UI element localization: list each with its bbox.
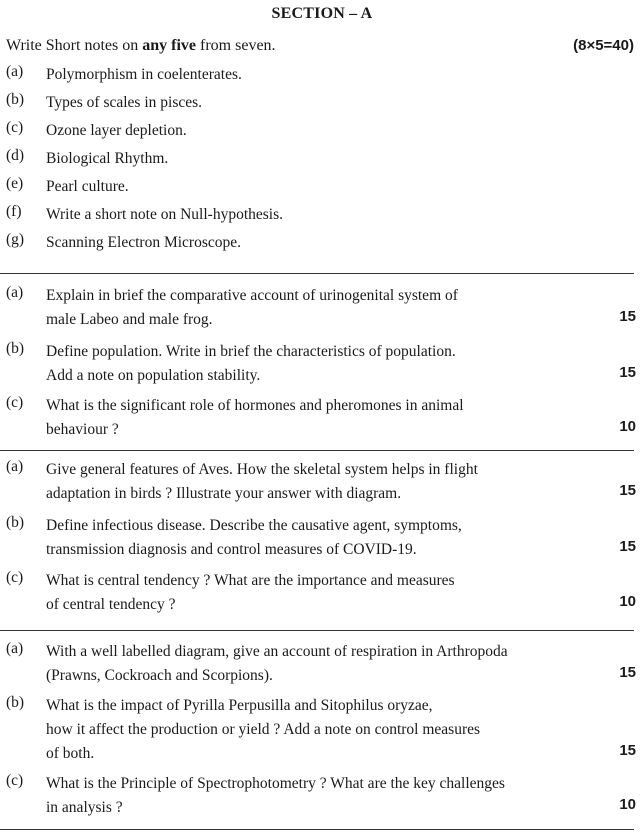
q2-item-marks: 10 — [619, 418, 636, 435]
q2-item-line: Add a note on population stability. — [46, 367, 261, 384]
q3-item-text — [46, 569, 596, 617]
q4-item-label: (a) — [6, 640, 24, 657]
q1-item-text: Biological Rhythm. — [46, 150, 169, 167]
divider — [0, 630, 634, 631]
q1-item-text: Pearl culture. — [46, 178, 129, 195]
q1-item-text: Polymorphism in coelenterates. — [46, 66, 242, 83]
q3-item-marks: 15 — [619, 538, 636, 555]
instruction — [6, 37, 276, 55]
q4-item-label: (b) — [6, 694, 25, 711]
q4-item-text — [46, 772, 596, 820]
q2-item-line: behaviour ? — [46, 421, 119, 438]
q4-item-marks: 10 — [619, 796, 636, 813]
q3-item-text — [46, 514, 596, 562]
q4-item-label: (c) — [6, 772, 24, 789]
q4-item-line: in analysis ? — [46, 799, 123, 816]
q2-item-line: Explain in brief the comparative account of urinogenital system of — [46, 287, 458, 304]
q2-item-text — [46, 340, 596, 388]
q1-item — [6, 119, 636, 143]
q2-item-marks: 15 — [619, 364, 636, 381]
q2-item — [6, 394, 636, 442]
q3-item-line: adaptation in birds ? Illustrate your answer with diagram. — [46, 485, 402, 502]
q3-item-line: What is central tendency ? What are the importance and measures — [46, 572, 455, 589]
q4-item-text — [46, 694, 596, 766]
q1-item — [6, 147, 636, 171]
q4-item-line: What is the impact of Pyrilla Perpusilla and Sitophilus oryzae, — [46, 697, 433, 714]
q3-item-text — [46, 458, 596, 506]
q1-item-label: (g) — [6, 231, 25, 248]
q3-item-line: of central tendency ? — [46, 596, 176, 613]
q3-item-label: (a) — [6, 458, 24, 475]
q3-item — [6, 514, 636, 562]
q3-item-line: Define infectious disease. Describe the causative agent, symptoms, — [46, 517, 462, 534]
q1-item-text: Types of scales in pisces. — [46, 94, 203, 111]
section-title: SECTION – A — [271, 5, 373, 22]
q2-item-line: Define population. Write in brief the characteristics of population. — [46, 343, 456, 360]
q2-item-line: What is the significant role of hormones and pheromones in animal — [46, 397, 464, 414]
q2-item-text — [46, 394, 596, 442]
instruction-pre: Write Short notes on — [6, 37, 143, 54]
divider — [0, 450, 634, 451]
instruction-post: from seven. — [196, 37, 276, 54]
q4-item-line: What is the Principle of Spectrophotometry ? What are the key challenges — [46, 775, 505, 792]
q1-item-label: (b) — [6, 91, 25, 108]
q1-item-text: Write a short note on Null-hypothesis. — [46, 206, 284, 223]
divider — [0, 829, 634, 830]
q3-item-marks: 15 — [619, 482, 636, 499]
q1-item-text: Scanning Electron Microscope. — [46, 234, 241, 251]
q4-item-line: (Prawns, Cockroach and Scorpions). — [46, 667, 273, 684]
q4-item — [6, 640, 636, 688]
q1-item-text: Ozone layer depletion. — [46, 122, 187, 139]
q2-item-label: (a) — [6, 284, 24, 301]
total-marks: (8×5=40) — [573, 37, 634, 54]
q4-item-marks: 15 — [619, 742, 636, 759]
q3-item-label: (c) — [6, 569, 24, 586]
q4-item-line: of both. — [46, 745, 95, 762]
q2-item — [6, 340, 636, 388]
q4-item-marks: 15 — [619, 664, 636, 681]
q1-item — [6, 63, 636, 87]
q1-item-label: (d) — [6, 147, 25, 164]
q4-item-text — [46, 640, 596, 688]
q3-item-line: transmission diagnosis and control measures of COVID-19. — [46, 541, 417, 558]
q1-item — [6, 231, 636, 255]
instruction-bold: any five — [142, 37, 197, 54]
q2-item-label: (b) — [6, 340, 25, 357]
q2-item — [6, 284, 636, 332]
q3-item-line: Give general features of Aves. How the skeletal system helps in flight — [46, 461, 478, 478]
q4-item — [6, 694, 636, 766]
q2-item-label: (c) — [6, 394, 24, 411]
q1-item — [6, 91, 636, 115]
q2-item-marks: 15 — [619, 308, 636, 325]
q4-item-line: how it affect the production or yield ? Add a note on control measures — [46, 721, 481, 738]
q2-item-text — [46, 284, 596, 332]
q2-item-line: male Labeo and male frog. — [46, 311, 213, 328]
q1-item — [6, 175, 636, 199]
q1-item-label: (f) — [6, 203, 22, 220]
q3-item-marks: 10 — [619, 593, 636, 610]
q3-item — [6, 569, 636, 617]
q1-item-label: (e) — [6, 175, 24, 192]
q1-item-label: (a) — [6, 63, 24, 80]
q3-item-label: (b) — [6, 514, 25, 531]
q1-item-label: (c) — [6, 119, 24, 136]
q4-item — [6, 772, 636, 820]
q4-item-line: With a well labelled diagram, give an account of respiration in Arthropoda — [46, 643, 508, 660]
q3-item — [6, 458, 636, 506]
q1-item — [6, 203, 636, 227]
divider — [0, 273, 634, 274]
